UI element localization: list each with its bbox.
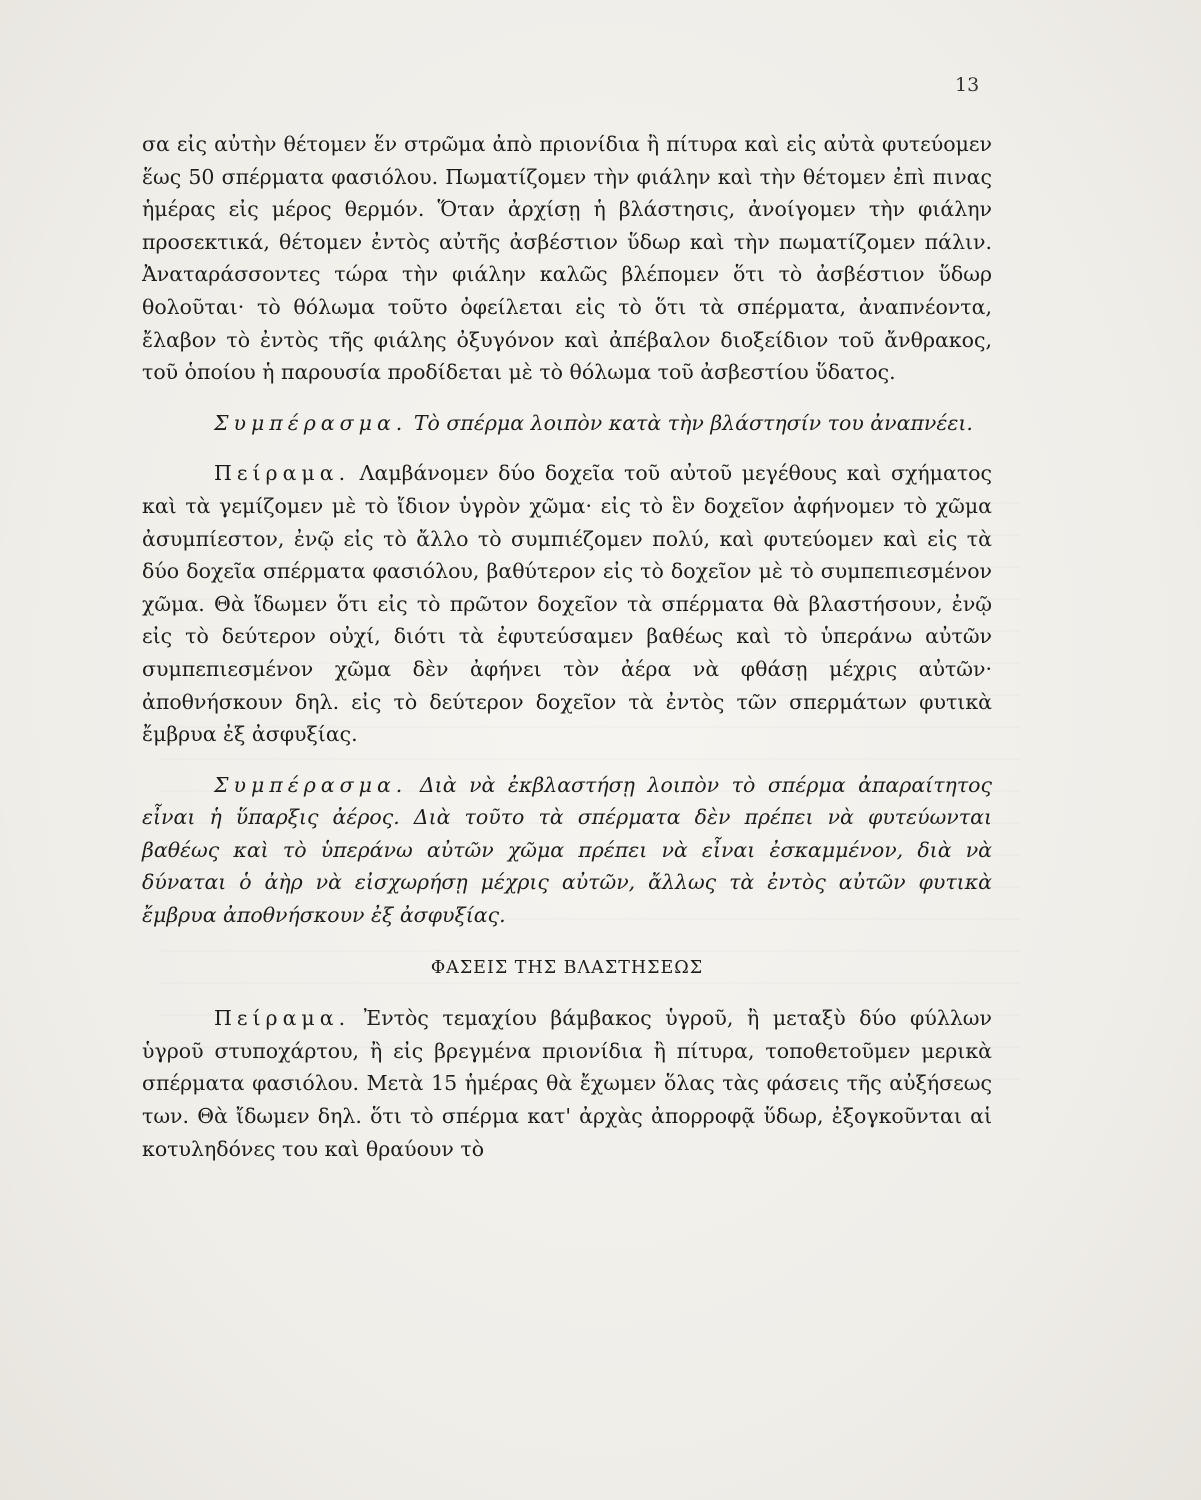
paragraph-experiment-continuation xyxy=(142,128,992,389)
page-number: 13 xyxy=(955,74,980,96)
experiment-label: Πείραμα. xyxy=(214,1006,351,1031)
paragraph-text: Διὰ νὰ ἐκβλαστήσῃ λοιπὸν τὸ σπέρμα ἀπαραίτητος εἶναι ἡ ὕπαρξις ἀέρος. Διὰ τοῦτο τὰ σπέρματα δὲν πρέπει νὰ φυτεύωνται βαθέως καὶ τὸ ὑπεράνω αὐτῶν χῶμα πρέπει νὰ εἶναι ἐσκαμμένον, διὰ νὰ δύναται ὁ ἀὴρ νὰ εἰσχωρήσῃ μέχρις αὐτῶν, ἄλλως τὰ ἐντὸς αὐτῶν φυτικὰ ἔμβρυα ἀποθνήσκουν ἐξ ἀσφυξίας. xyxy=(142,772,992,928)
paragraph-text: Λαμβάνομεν δύο δοχεῖα τοῦ αὐτοῦ μεγέθους καὶ σχήματος καὶ τὰ γεμίζομεν μὲ τὸ ἴδιον ὑγρὸν χῶμα· εἰς τὸ ἓν δοχεῖον ἀφήνομεν τὸ χῶμα ἀσυμπίεστον, ἐνῷ εἰς τὸ ἄλλο τὸ συμπιέζομεν πολύ, καὶ φυτεύομεν καὶ εἰς τὰ δύο δοχεῖα σπέρματα φασιόλου, βαθύτερον εἰς τὸ δοχεῖον μὲ τὸ συμπεπιεσμένον χῶμα. Θὰ ἴδωμεν ὅτι εἰς τὸ πρῶτον δοχεῖον τὰ σπέρματα θὰ βλαστήσουν, ἐνῷ εἰς τὸ δεύτερον οὐχί, διότι τὰ ἐφυτεύσαμεν βαθέως καὶ τὸ ὑπεράνω αὐτῶν συμπεπιεσμένον χῶμα δὲν ἀφήνει τὸν ἀέρα νὰ φθάσῃ μέχρις αὐτῶν· ἀποθνήσκουν δηλ. εἰς τὸ δεύτερον δοχεῖον τὰ ἐντὸς τῶν σπερμάτων φυτικὰ ἔμβρυα ἐξ ἀσφυξίας. xyxy=(142,461,992,747)
paragraph-text: Ἐντὸς τεμαχίου βάμβακος ὑγροῦ, ἢ μεταξὺ δύο φύλλων ὑγροῦ στυποχάρτου, ἢ εἰς βρεγμένα πριονίδια ἢ πίτυρα, τοποθετοῦμεν μερικὰ σπέρματα φασιόλου. Μετὰ 15 ἡμέρας θὰ ἔχωμεν ὅλας τὰς φάσεις τῆς αὐξήσεως των. Θὰ ἴδωμεν δηλ. ὅτι τὸ σπέρμα κατ' ἀρχὰς ἀπορροφᾷ ὕδωρ, ἐξογκοῦνται αἱ κοτυληδόνες του καὶ θραύουν τὸ xyxy=(142,1006,992,1161)
paragraph-text: Τὸ σπέρμα λοιπὸν κατὰ τὴν βλάστησίν του ἀναπνέει. xyxy=(407,410,973,435)
paragraph-conclusion-respiration xyxy=(142,407,992,440)
paragraph-experiment-soil xyxy=(142,457,992,750)
body-text xyxy=(142,128,992,1165)
paragraph-conclusion-air xyxy=(142,769,992,932)
conclusion-label: Συμπέρασμα. xyxy=(214,772,408,797)
experiment-label: Πείραμα. xyxy=(214,461,351,486)
paragraph-experiment-phases xyxy=(142,1002,992,1165)
section-heading: ΦΑΣΕΙΣ ΤΗΣ ΒΛΑΣΤΗΣΕΩΣ xyxy=(430,957,704,978)
conclusion-label: Συμπέρασμα. xyxy=(214,410,408,435)
paragraph-text: σα εἰς αὐτὴν θέτομεν ἕν στρῶμα ἀπὸ πριονίδια ἢ πίτυρα καὶ εἰς αὐτὰ φυτεύομεν ἕως 50 σπέρματα φασιόλου. Πωματίζομεν τὴν φιάλην καὶ τὴν θέτομεν ἐπὶ πινας ἡμέρας εἰς μέρος θερμόν. Ὅταν ἀρχίσῃ ἡ βλάστησις, ἀνοίγομεν τὴν φιάλην προσεκτικά, θέτομεν ἐντὸς αὐτῆς ἀσβέστιον ὕδωρ καὶ τὴν πωματίζομεν πάλιν. Ἀναταράσσοντες τώρα τὴν φιάλην καλῶς βλέπομεν ὅτι τὸ ἀσβέστιον ὕδωρ θολοῦται· τὸ θόλωμα τοῦτο ὀφείλεται εἰς τὸ ὅτι τὰ σπέρματα, ἀναπνέοντα, ἔλαβον τὸ ἐντὸς τῆς φιάλης ὀξυγόνον καὶ ἀπέβαλον διοξείδιον τοῦ ἄνθρακος, τοῦ ὁποίου ἡ παρουσία προδίδεται μὲ τὸ θόλωμα τοῦ ἀσβεστίου ὕδατος. xyxy=(142,132,992,385)
